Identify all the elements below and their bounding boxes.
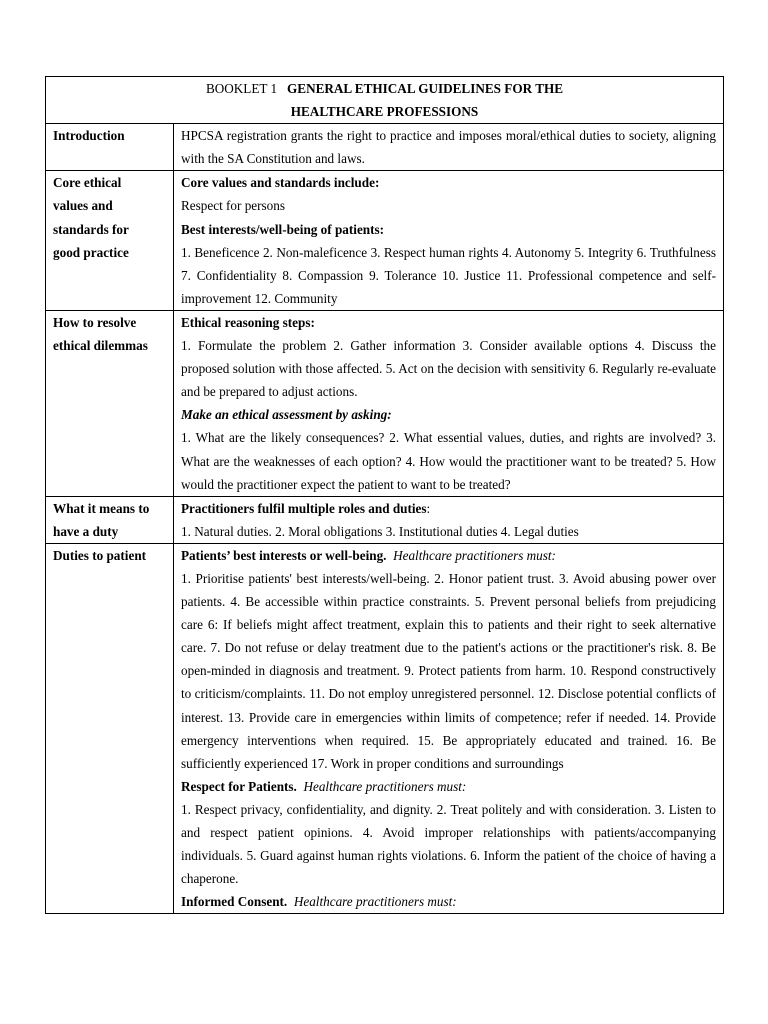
- row-core-values: [46, 171, 724, 311]
- core-heading-1: Core values and standards include:: [181, 175, 380, 191]
- patient-heading-2-bold: Respect for Patients.: [181, 778, 297, 794]
- content-duty: [174, 496, 724, 543]
- title-line-2: HEALTHCARE PROFESSIONS: [290, 104, 479, 120]
- title-line-1: [53, 77, 716, 100]
- label-patient: Duties to patient: [46, 543, 174, 914]
- duty-heading: Practitioners fulfil multiple roles and duties: [181, 500, 427, 516]
- core-line-1: Respect for persons: [181, 198, 286, 214]
- core-heading-2: Best interests/well-being of patients:: [181, 221, 385, 237]
- content-patient: [174, 543, 724, 914]
- patient-heading-2: [181, 775, 716, 798]
- duty-heading-colon: :: [426, 500, 431, 516]
- label-introduction: Introduction: [46, 124, 174, 171]
- patient-heading-1-italic: Healthcare practitioners must:: [393, 547, 556, 563]
- patient-heading-3: [181, 890, 716, 913]
- guidelines-table: [45, 76, 724, 914]
- dilemmas-heading-1: Ethical reasoning steps:: [181, 314, 315, 330]
- row-introduction: [46, 124, 724, 171]
- duty-heading-line: [181, 497, 716, 520]
- core-list: 1. Beneficence 2. Non-maleficence 3. Respect human rights 4. Autonomy 5. Integrity 6. Truthfulness 7. Confidentiality 8. Compassion 9. Tolerance 10. Justice 11. Professional competence and self-improvement 12. Community: [181, 244, 716, 306]
- content-core-values: [174, 171, 724, 311]
- label-dilemmas-text: How to resolve ethical dilemmas: [53, 314, 148, 354]
- introduction-text: HPCSA registration grants the right to practice and imposes moral/ethical duties to society, aligning with the SA Constitution and laws.: [181, 128, 716, 167]
- title-text-1: GENERAL ETHICAL GUIDELINES FOR THE: [287, 81, 564, 96]
- duty-list: 1. Natural duties. 2. Moral obligations 3. Institutional duties 4. Legal duties: [181, 523, 579, 539]
- patient-heading-1: [181, 544, 716, 567]
- row-dilemmas: [46, 310, 724, 496]
- dilemmas-questions: 1. What are the likely consequences? 2. What essential values, duties, and rights are involved? 3. What are the weaknesses of each option? 4. How would the practitioner want to be treated? 5. How would the practitioner expect the patient to want to be treated?: [181, 430, 716, 492]
- dilemmas-heading-2: Make an ethical assessment by asking:: [181, 407, 392, 423]
- label-core-values: [46, 171, 174, 311]
- patient-heading-3-italic: Healthcare practitioners must:: [293, 894, 457, 910]
- content-introduction: [174, 124, 724, 171]
- label-duty-text: What it means to have a duty: [53, 500, 150, 539]
- booklet-label: BOOKLET 1: [205, 81, 278, 96]
- patient-heading-2-italic: Healthcare practitioners must:: [303, 778, 467, 794]
- label-duty: [46, 496, 174, 543]
- title-row: [46, 77, 724, 124]
- row-duty: [46, 496, 724, 543]
- row-patient: [46, 543, 724, 914]
- patient-list-2: 1. Respect privacy, confidentiality, and dignity. 2. Treat politely and with consideration. 3. Listen to and respect patient opinions. 4. Avoid improper relationships with patients/accompanying individuals. 5. Guard against human rights violations. 6. Inform the patient of the choice of having a chaperone.: [181, 801, 716, 887]
- title-cell: [46, 77, 724, 124]
- patient-list-1: 1. Prioritise patients' best interests/well-being. 2. Honor patient trust. 3. Avoid abusing power over patients. 4. Be accessible within practice constraints. 5. Prevent personal beliefs from prejudicing care 6: If beliefs might affect treatment, explain this to patients and their right to seek alternative care. 7. Do not refuse or delay treatment due to the patient's actions or the practitioner's risk. 8. Be open-minded in diagnosis and treatment. 9. Protect patients from harm. 10. Respond constructively to criticism/complaints. 11. Do not employ unregistered personnel. 12. Disclose potential conflicts of interest. 13. Provide care in emergencies within limits of competence; refer if needed. 14. Provide emergency interventions when required. 15. Be appropriately educated and trained. 16. Be sufficiently experienced 17. Work in proper conditions and surroundings: [181, 570, 716, 771]
- label-core-values-text: Core ethical values and standards for good practice: [53, 175, 129, 260]
- label-dilemmas: [46, 310, 174, 496]
- patient-heading-3-bold: Informed Consent.: [181, 894, 288, 910]
- patient-heading-1-bold: Patients’ best interests or well-being.: [181, 547, 387, 563]
- content-dilemmas: [174, 310, 724, 496]
- dilemmas-steps: 1. Formulate the problem 2. Gather information 3. Consider available options 4. Discuss the proposed solution with those affected. 5. Act on the decision with sensitivity 6. Regularly re-evaluate and be prepared to adjust actions.: [181, 338, 716, 400]
